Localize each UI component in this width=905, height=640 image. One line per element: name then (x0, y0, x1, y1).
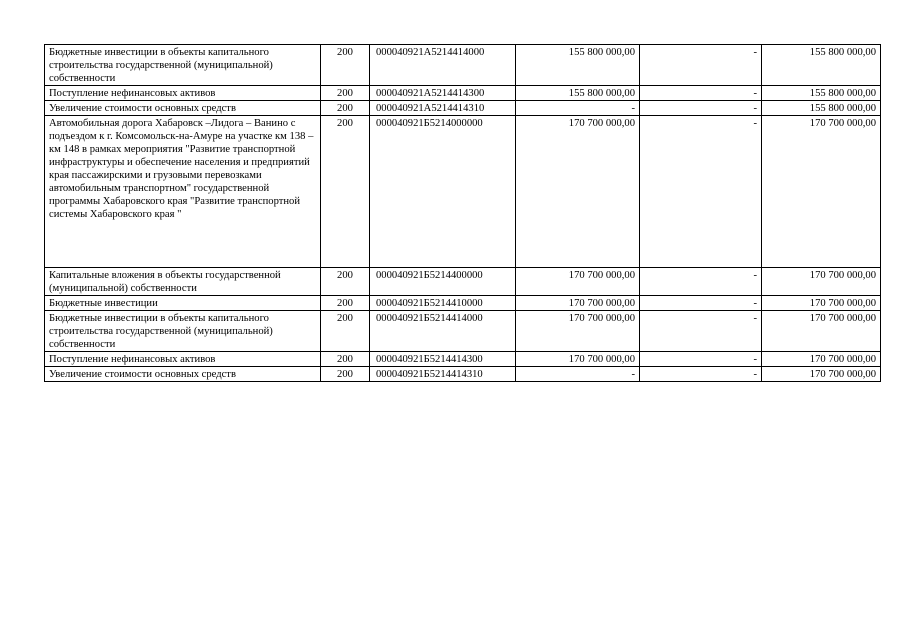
table-row (45, 101, 881, 116)
row-approved-cell: 170 700 000,00 (516, 311, 640, 352)
row-executed-cell: - (640, 101, 762, 116)
row-name-cell: Автомобильная дорога Хабаровск –Лидога – Ванино с подъездом к г. Комсомольск-на-Амуре на участке км 138 – км 148 в рамках мероприятия "Развитие транспортной инфраструктуры и обеспечение населения и предприятий края пассажирскими и грузовыми перевозками автомобильным транспортном" государственной программы Хабаровского края "Развитие транспортной системы Хабаровского края " (45, 116, 321, 268)
row-remaining-cell: 170 700 000,00 (762, 268, 881, 296)
row-code-cell: 200 (321, 367, 370, 382)
row-kbk-cell: 000040921Б5214414300 (370, 352, 516, 367)
row-approved-cell: - (516, 367, 640, 382)
row-name-cell: Поступление нефинансовых активов (45, 352, 321, 367)
budget-execution-table (44, 44, 881, 382)
table-row (45, 116, 881, 268)
row-approved-cell: 170 700 000,00 (516, 116, 640, 268)
row-executed-cell: - (640, 367, 762, 382)
table-row (45, 367, 881, 382)
row-kbk-cell: 000040921А5214414310 (370, 101, 516, 116)
row-kbk-cell: 000040921Б5214400000 (370, 268, 516, 296)
row-kbk-cell: 000040921Б5214000000 (370, 116, 516, 268)
row-executed-cell: - (640, 296, 762, 311)
row-name-cell: Увеличение стоимости основных средств (45, 367, 321, 382)
row-executed-cell: - (640, 86, 762, 101)
table-row (45, 86, 881, 101)
row-approved-cell: 170 700 000,00 (516, 268, 640, 296)
row-remaining-cell: 155 800 000,00 (762, 45, 881, 86)
row-name-cell: Бюджетные инвестиции в объекты капитального строительства государственной (муниципальной) собственности (45, 311, 321, 352)
row-code-cell: 200 (321, 311, 370, 352)
row-kbk-cell: 000040921Б5214414000 (370, 311, 516, 352)
row-code-cell: 200 (321, 86, 370, 101)
row-remaining-cell: 170 700 000,00 (762, 296, 881, 311)
row-approved-cell: - (516, 101, 640, 116)
row-name-cell: Капитальные вложения в объекты государственной (муниципальной) собственности (45, 268, 321, 296)
table-row (45, 296, 881, 311)
row-approved-cell: 170 700 000,00 (516, 296, 640, 311)
row-approved-cell: 155 800 000,00 (516, 45, 640, 86)
row-name-cell: Поступление нефинансовых активов (45, 86, 321, 101)
row-remaining-cell: 155 800 000,00 (762, 86, 881, 101)
row-name-cell: Бюджетные инвестиции в объекты капитального строительства государственной (муниципальной) собственности (45, 45, 321, 86)
row-kbk-cell: 000040921Б5214410000 (370, 296, 516, 311)
row-approved-cell: 170 700 000,00 (516, 352, 640, 367)
row-kbk-cell: 000040921А5214414300 (370, 86, 516, 101)
table-row (45, 352, 881, 367)
row-remaining-cell: 170 700 000,00 (762, 367, 881, 382)
row-executed-cell: - (640, 352, 762, 367)
row-code-cell: 200 (321, 296, 370, 311)
row-executed-cell: - (640, 116, 762, 268)
row-executed-cell: - (640, 268, 762, 296)
row-code-cell: 200 (321, 116, 370, 268)
row-executed-cell: - (640, 45, 762, 86)
row-code-cell: 200 (321, 352, 370, 367)
row-code-cell: 200 (321, 101, 370, 116)
table-row (45, 268, 881, 296)
table-row (45, 45, 881, 86)
table-body (45, 45, 881, 382)
row-code-cell: 200 (321, 45, 370, 86)
row-executed-cell: - (640, 311, 762, 352)
row-approved-cell: 155 800 000,00 (516, 86, 640, 101)
row-remaining-cell: 170 700 000,00 (762, 352, 881, 367)
row-remaining-cell: 170 700 000,00 (762, 116, 881, 268)
row-remaining-cell: 170 700 000,00 (762, 311, 881, 352)
row-name-cell: Бюджетные инвестиции (45, 296, 321, 311)
row-kbk-cell: 000040921Б5214414310 (370, 367, 516, 382)
row-code-cell: 200 (321, 268, 370, 296)
row-name-cell: Увеличение стоимости основных средств (45, 101, 321, 116)
row-kbk-cell: 000040921А5214414000 (370, 45, 516, 86)
row-remaining-cell: 155 800 000,00 (762, 101, 881, 116)
table-row (45, 311, 881, 352)
